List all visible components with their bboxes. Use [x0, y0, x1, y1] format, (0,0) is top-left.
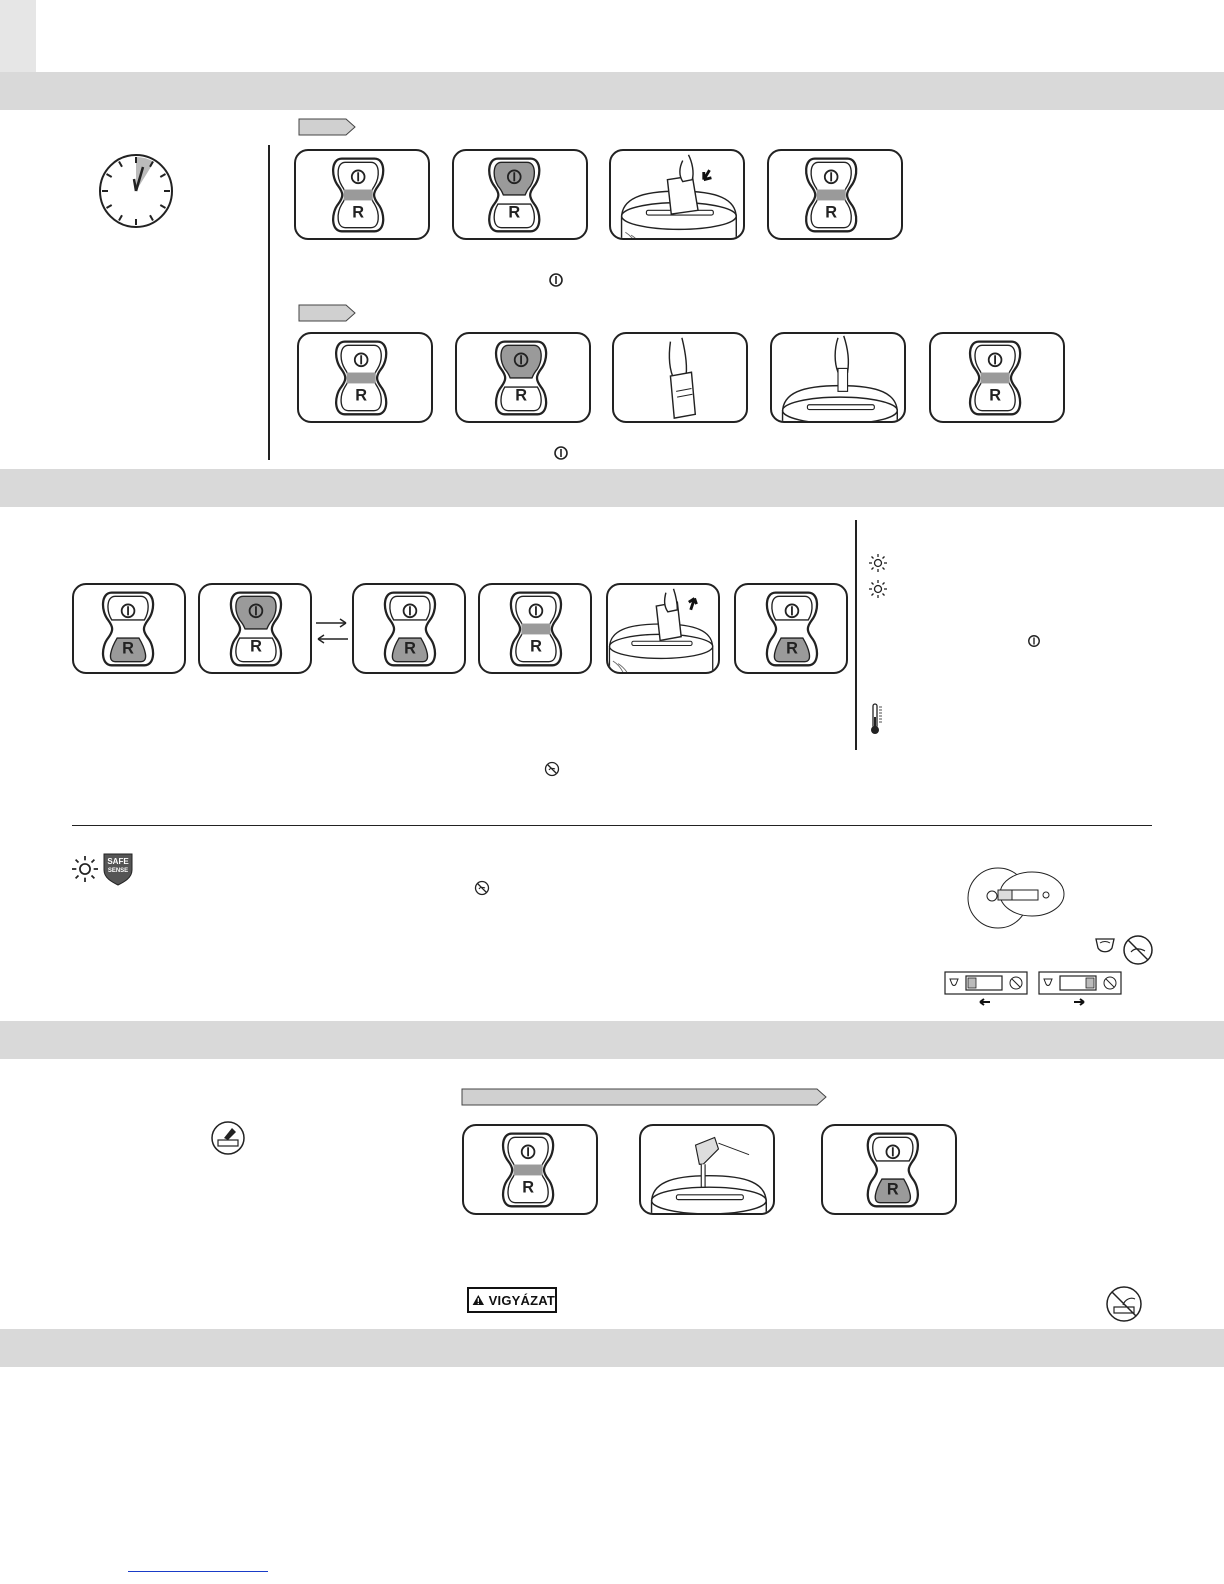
safe-sense-switch-closeup-icon	[966, 866, 1066, 930]
panel-switch-middle	[294, 149, 430, 240]
caution-text: VIGYÁZAT	[488, 1292, 555, 1308]
panel-shredder-insert-paper	[609, 149, 745, 240]
panel-switch-bottom-4	[821, 1124, 957, 1215]
panel-shredder-reverse-paper	[606, 583, 720, 674]
divider-vertical-1	[268, 145, 270, 460]
panel-switch-top-3	[198, 583, 312, 674]
clock-icon	[97, 152, 175, 230]
safe-sense-switch-right-icon	[1038, 970, 1122, 1008]
power-symbol-icon	[1027, 634, 1041, 648]
step-arrow-tag-2	[298, 304, 356, 322]
divider-horizontal	[72, 825, 1152, 826]
section-band-1	[0, 72, 1224, 110]
panel-switch-top-2	[455, 332, 591, 423]
footer-link-underline[interactable]	[128, 1571, 268, 1572]
step-arrow-tag-3	[461, 1088, 827, 1106]
section-band-3	[0, 1021, 1224, 1059]
sun-led-icon	[869, 580, 887, 598]
safe-sense-badge-icon	[102, 852, 134, 886]
svg-text:SAFE: SAFE	[107, 857, 129, 866]
toggle-arrows-icon	[314, 617, 350, 645]
svg-text:SENSE: SENSE	[107, 868, 129, 874]
hand-sensor-icon	[1094, 936, 1116, 956]
panel-switch-top	[452, 149, 588, 240]
safe-sense-switch-left-icon	[944, 970, 1028, 1008]
panel-switch-bottom-2	[352, 583, 466, 674]
no-oil-icon	[1105, 1285, 1143, 1323]
panel-hand-credit-card	[612, 332, 748, 423]
panel-switch-middle-4	[929, 332, 1065, 423]
panel-switch-middle-6	[462, 1124, 598, 1215]
thermometer-icon	[871, 703, 883, 735]
panel-switch-middle-2	[767, 149, 903, 240]
divider-vertical-2	[855, 520, 857, 750]
power-symbol-icon	[553, 445, 569, 461]
caution-label	[467, 1287, 557, 1313]
warning-triangle-icon	[472, 1291, 485, 1309]
panel-switch-middle-3	[297, 332, 433, 423]
panel-switch-bottom-3	[734, 583, 848, 674]
power-symbol-icon	[548, 272, 564, 288]
section-band-2	[0, 469, 1224, 507]
panel-shredder-insert-card	[770, 332, 906, 423]
page-tab	[0, 0, 36, 72]
no-hands-icon	[1122, 934, 1154, 966]
panel-switch-middle-5	[478, 583, 592, 674]
panel-switch-bottom	[72, 583, 186, 674]
section-band-4	[0, 1329, 1224, 1367]
no-hands-icon	[544, 761, 560, 777]
panel-shredder-oil-bottle	[639, 1124, 775, 1215]
sun-led-icon	[869, 554, 887, 572]
no-hands-icon	[474, 880, 490, 896]
oil-pen-icon	[210, 1120, 246, 1156]
step-arrow-tag-1	[298, 118, 356, 136]
sun-led-icon	[72, 856, 98, 882]
